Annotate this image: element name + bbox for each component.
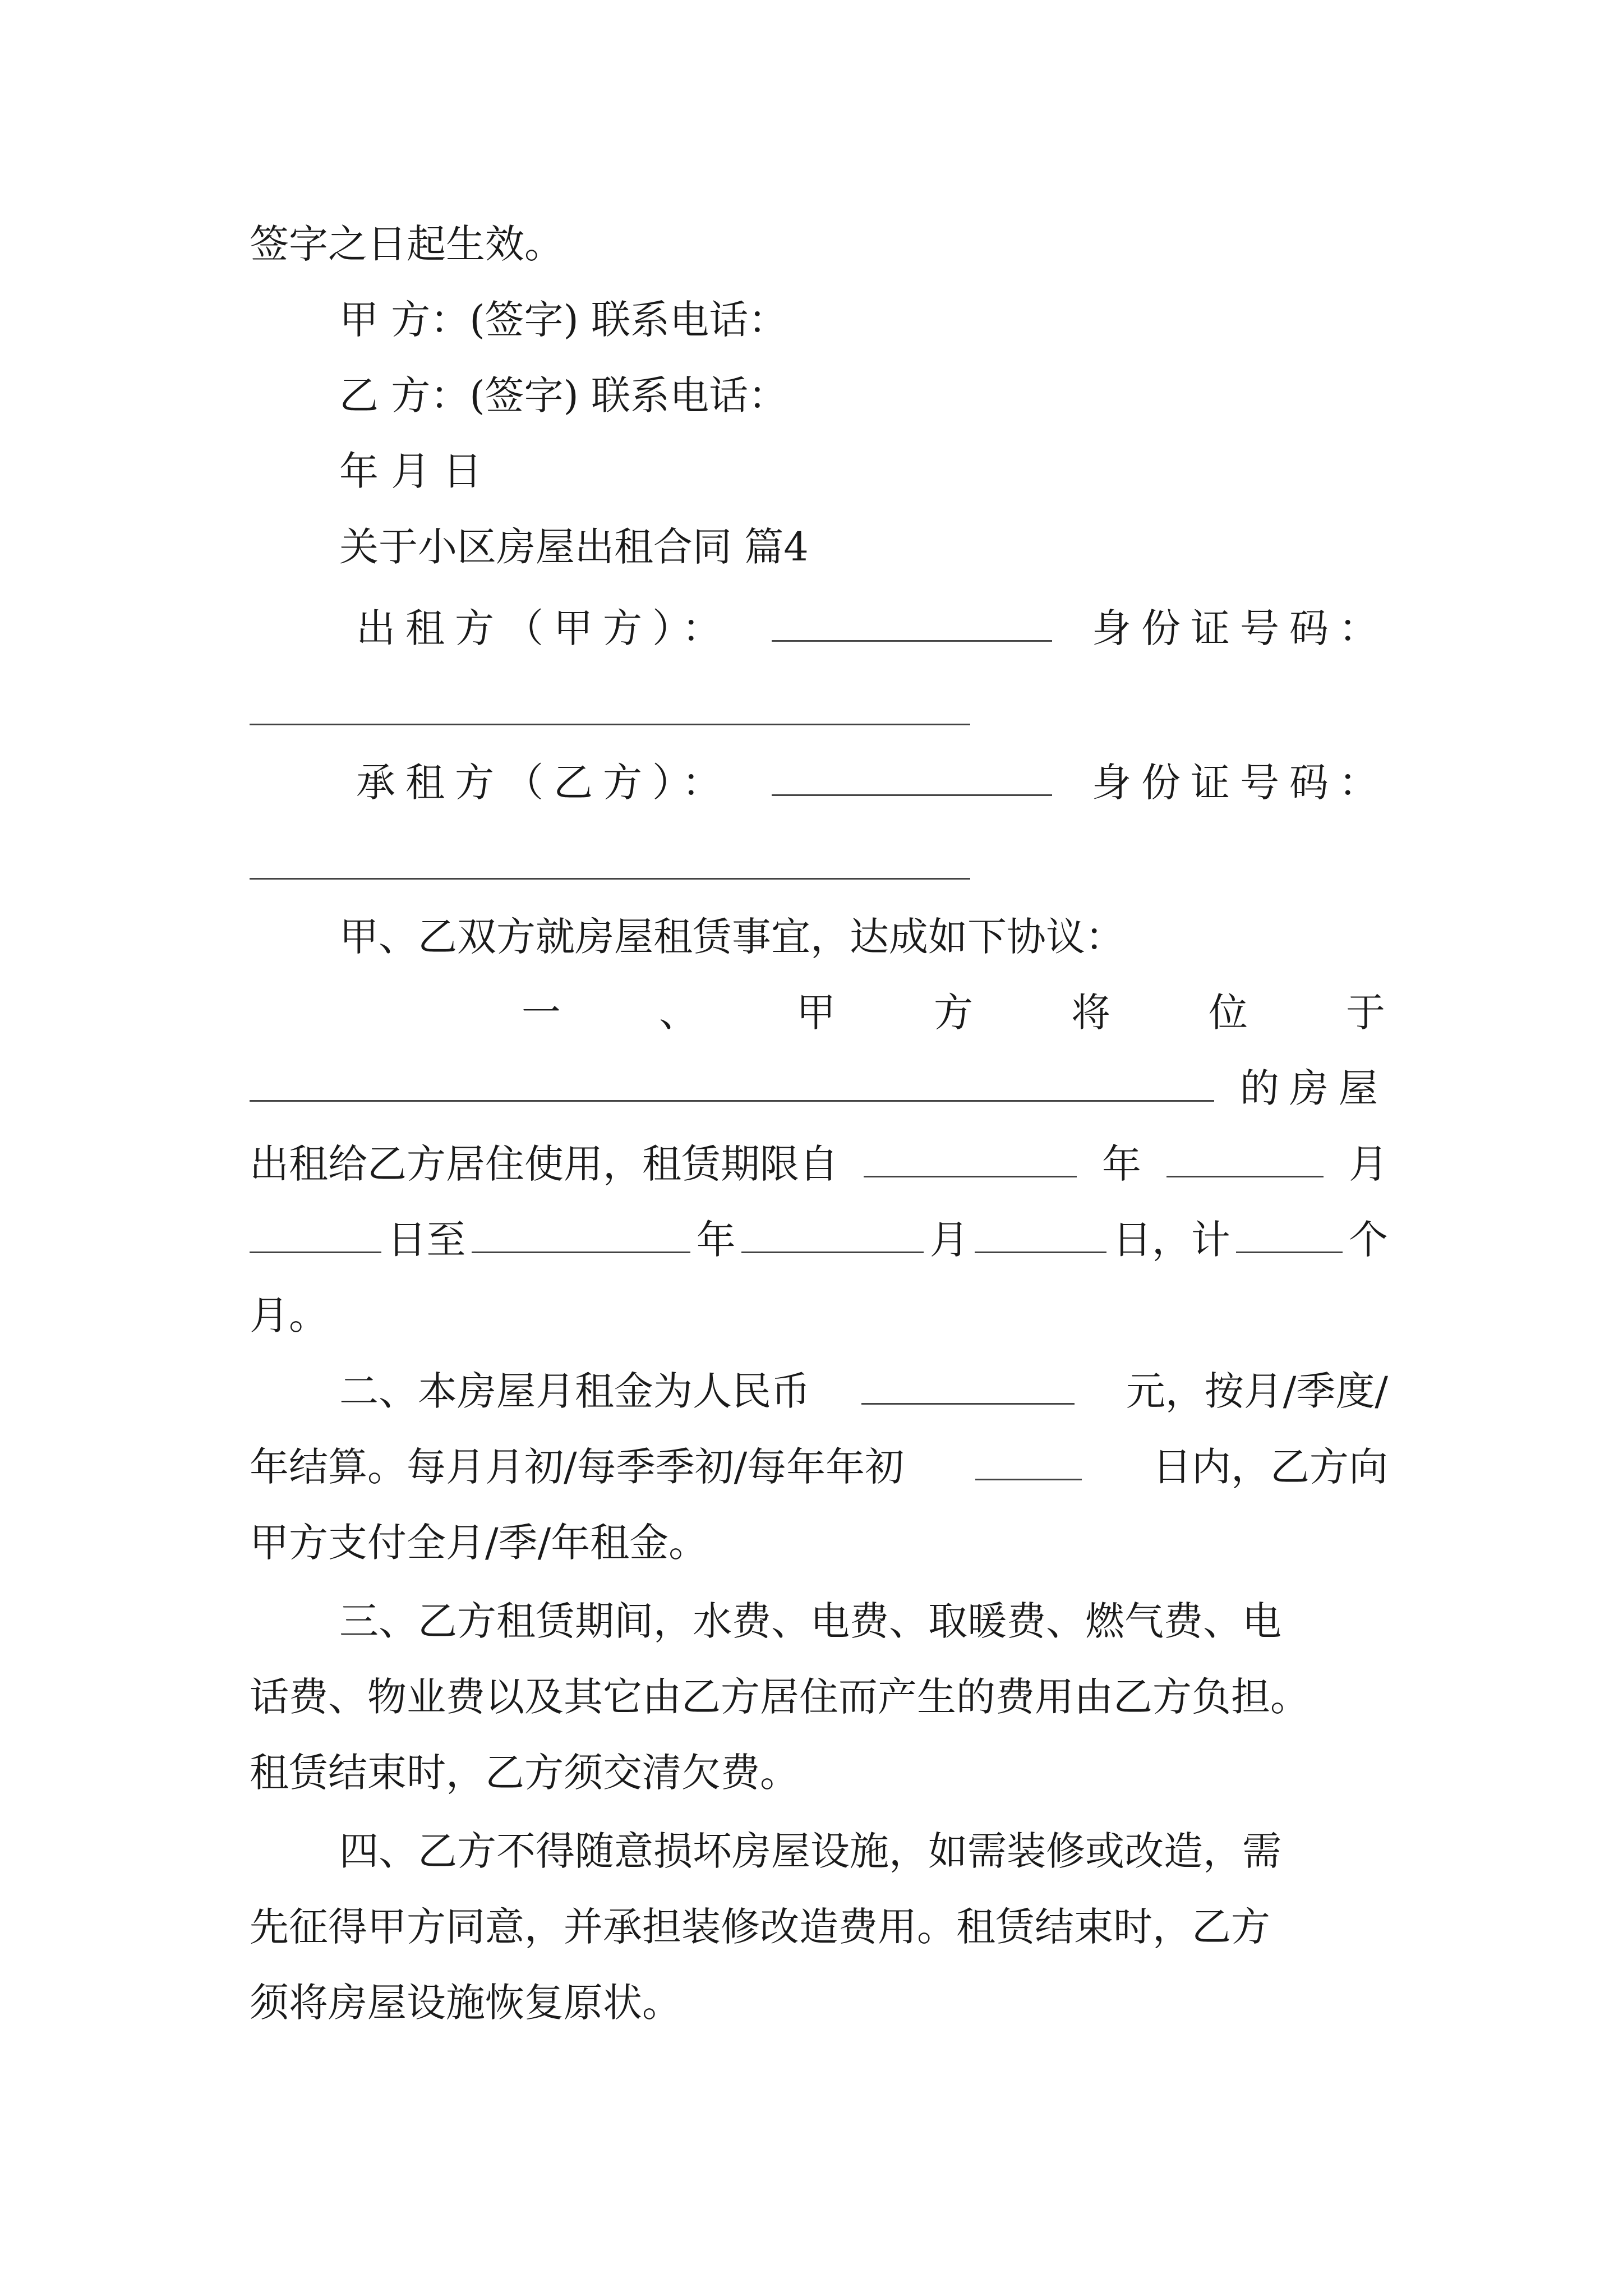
text-segment: 日，计 bbox=[1112, 1217, 1230, 1263]
address-blank bbox=[250, 1061, 1214, 1102]
date-line: 年 月 日 bbox=[339, 448, 482, 494]
lessor-label: 出租方（甲方）： bbox=[356, 605, 731, 651]
payment-day-blank bbox=[975, 1439, 1082, 1480]
clause-char: 位 bbox=[1209, 990, 1248, 1036]
text-segment: 月 bbox=[929, 1217, 969, 1263]
text-line: 话费、物业费以及其它由乙方居住而产生的费用由乙方负担。 bbox=[250, 1674, 1310, 1720]
end-day-blank bbox=[975, 1212, 1106, 1253]
text-line: 三、乙方租赁期间，水费、电费、取暖费、燃气费、电 bbox=[339, 1598, 1281, 1644]
text-line: 甲方支付全月/季/年租金。 bbox=[250, 1520, 708, 1566]
clause-char: 、 bbox=[659, 990, 698, 1036]
text-segment: 二、本房屋月租金为人民币 bbox=[339, 1368, 810, 1414]
clause-char: 一 bbox=[522, 990, 561, 1036]
text-segment: 的房屋 bbox=[1240, 1065, 1388, 1111]
lessor-name-blank bbox=[772, 601, 1052, 642]
months-count-blank bbox=[1236, 1212, 1343, 1253]
lessor-id-label: 身份证号码： bbox=[1092, 605, 1388, 651]
end-year-blank bbox=[472, 1212, 690, 1253]
clause-1-heading bbox=[522, 984, 1385, 1041]
text-segment: 年结算。每月月初/每季季初/每年年初 bbox=[250, 1444, 905, 1490]
lease-term-line bbox=[250, 1136, 1388, 1192]
lessee-id-blank bbox=[250, 878, 970, 880]
lessor-id-blank bbox=[250, 724, 970, 725]
lessor-line bbox=[356, 600, 1388, 656]
lessee-id-label: 身份证号码： bbox=[1092, 760, 1388, 806]
start-month-blank bbox=[1166, 1137, 1324, 1177]
rent-line bbox=[339, 1363, 1388, 1419]
text-segment: 月 bbox=[1349, 1141, 1388, 1187]
text-segment: 元，按月/季度/ bbox=[1126, 1368, 1388, 1414]
text-segment: 日至 bbox=[387, 1217, 466, 1263]
text-line: 月。 bbox=[250, 1292, 328, 1338]
text-segment: 年 bbox=[1102, 1141, 1141, 1187]
lease-term-line-2 bbox=[250, 1212, 1388, 1268]
start-year-blank bbox=[864, 1137, 1077, 1177]
lessee-label: 承租方（乙方）： bbox=[356, 760, 731, 806]
start-day-blank bbox=[250, 1212, 381, 1253]
payment-line bbox=[250, 1439, 1388, 1495]
clause-char: 甲 bbox=[796, 990, 836, 1036]
clause-char: 将 bbox=[1071, 990, 1110, 1036]
lessee-name-blank bbox=[772, 755, 1052, 796]
clause-char: 于 bbox=[1346, 990, 1385, 1036]
party-b-signature-line: 乙 方：(签字) 联系电话： bbox=[339, 372, 788, 418]
text-segment: 年 bbox=[696, 1217, 736, 1263]
text-line: 甲、乙双方就房屋租赁事宜，达成如下协议： bbox=[339, 914, 1124, 960]
address-line bbox=[250, 1060, 1388, 1116]
text-segment: 日内，乙方向 bbox=[1152, 1444, 1388, 1490]
text-line: 四、乙方不得随意损坏房屋设施，如需装修或改造，需 bbox=[339, 1828, 1281, 1874]
text-line: 须将房屋设施恢复原状。 bbox=[250, 1980, 681, 2026]
text-segment: 出租给乙方居住使用，租赁期限自 bbox=[250, 1141, 838, 1187]
text-line: 签字之日起生效。 bbox=[250, 221, 564, 267]
text-segment: 个 bbox=[1348, 1217, 1388, 1263]
rent-amount-blank bbox=[861, 1364, 1075, 1405]
text-line: 租赁结束时，乙方须交清欠费。 bbox=[250, 1750, 799, 1796]
section-title: 关于小区房屋出租合同 篇4 bbox=[339, 524, 809, 570]
clause-char: 方 bbox=[934, 990, 973, 1036]
lessee-line bbox=[356, 754, 1388, 811]
text-line: 先征得甲方同意，并承担装修改造费用。租赁结束时，乙方 bbox=[250, 1904, 1270, 1950]
party-a-signature-line: 甲 方：(签字) 联系电话： bbox=[339, 297, 788, 343]
end-month-blank bbox=[741, 1212, 924, 1253]
